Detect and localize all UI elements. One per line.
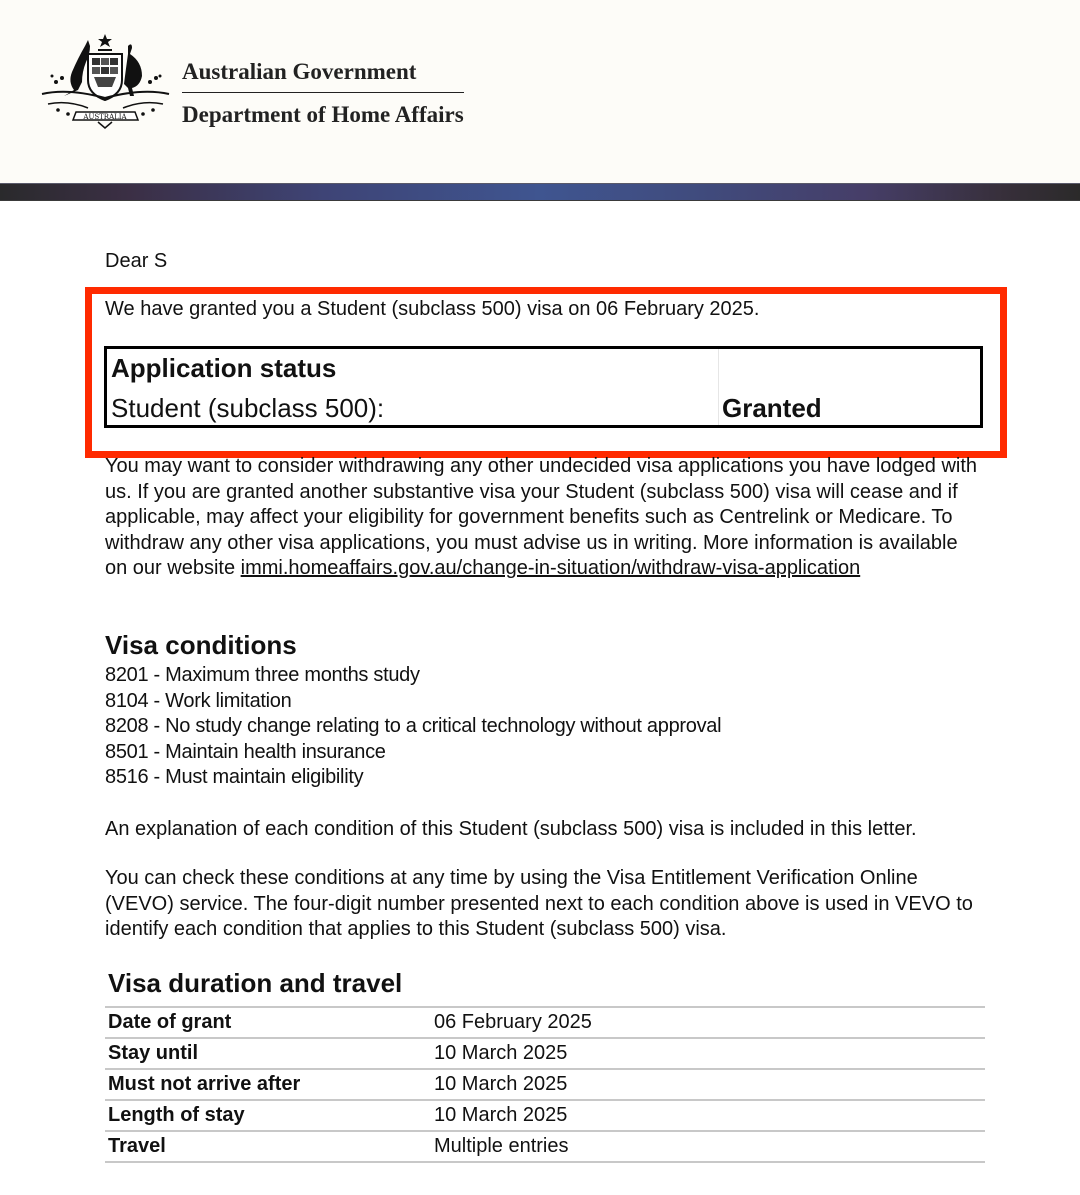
application-status-box xyxy=(104,346,983,428)
table-row xyxy=(105,1038,985,1069)
row-key: Travel xyxy=(105,1131,431,1162)
row-key: Stay until xyxy=(105,1038,431,1069)
vevo-paragraph: You can check these conditions at any time by using the Visa Entitlement Verification Online (VEVO) service. The four-digit number presented next to each condition above is used in VEVO to identify each condition that applies to this Student (subclass 500) visa. xyxy=(105,867,973,941)
grant-statement: We have granted you a Student (subclass 500) visa on 06 February 2025. xyxy=(105,298,760,320)
status-column-divider xyxy=(718,349,719,425)
withdraw-text: You may want to consider withdrawing any other undecided visa applications you have lodged with us. If you are granted another substantive visa your Student (subclass 500) visa will cease and if applicable, may affect your eligibility for government benefits such as Centrelink or Medicare. To withdraw any other visa applications, you must advise us in writing. More information is available on our website xyxy=(105,455,978,580)
status-title: Application status xyxy=(111,353,337,383)
salutation: Dear S xyxy=(105,250,168,272)
row-key: Length of stay xyxy=(105,1100,431,1131)
condition-item: 8501 - Maintain health insurance xyxy=(105,740,386,763)
row-value: Multiple entries xyxy=(431,1131,985,1162)
condition-item: 8208 - No study change relating to a critical technology without approval xyxy=(105,715,722,738)
letterhead xyxy=(0,0,1080,183)
row-value: 06 February 2025 xyxy=(431,1007,985,1038)
conditions-list xyxy=(105,663,721,791)
row-value: 10 March 2025 xyxy=(431,1069,985,1100)
condition-item: 8516 - Must maintain eligibility xyxy=(105,766,364,789)
table-row xyxy=(105,1100,985,1131)
department-name: Department of Home Affairs xyxy=(182,102,464,127)
withdraw-paragraph xyxy=(105,454,985,582)
condition-item: 8201 - Maximum three months study xyxy=(105,664,420,686)
coat-of-arms-icon xyxy=(38,32,173,132)
row-value: 10 March 2025 xyxy=(431,1100,985,1131)
explanation-paragraph: An explanation of each condition of this Student (subclass 500) visa is included in this letter. xyxy=(105,818,917,840)
duration-heading: Visa duration and travel xyxy=(108,968,403,998)
status-value: Granted xyxy=(722,393,822,423)
duration-table xyxy=(105,1006,985,1163)
government-name: Australian Government xyxy=(182,59,417,84)
row-value: 10 March 2025 xyxy=(431,1038,985,1069)
table-row xyxy=(105,1069,985,1100)
agency-divider xyxy=(182,92,464,93)
conditions-heading: Visa conditions xyxy=(105,630,297,660)
withdraw-link[interactable]: immi.homeaffairs.gov.au/change-in-situation/withdraw-visa-application xyxy=(240,557,861,580)
row-key: Date of grant xyxy=(105,1007,431,1038)
table-row xyxy=(105,1131,985,1162)
condition-item: 8104 - Work limitation xyxy=(105,689,292,712)
agency-name xyxy=(182,58,464,129)
svg-text:AUSTRALIA: AUSTRALIA xyxy=(83,113,127,121)
status-label: Student (subclass 500): xyxy=(111,393,385,423)
table-row xyxy=(105,1007,985,1038)
row-key: Must not arrive after xyxy=(105,1069,431,1100)
header-band xyxy=(0,183,1080,201)
